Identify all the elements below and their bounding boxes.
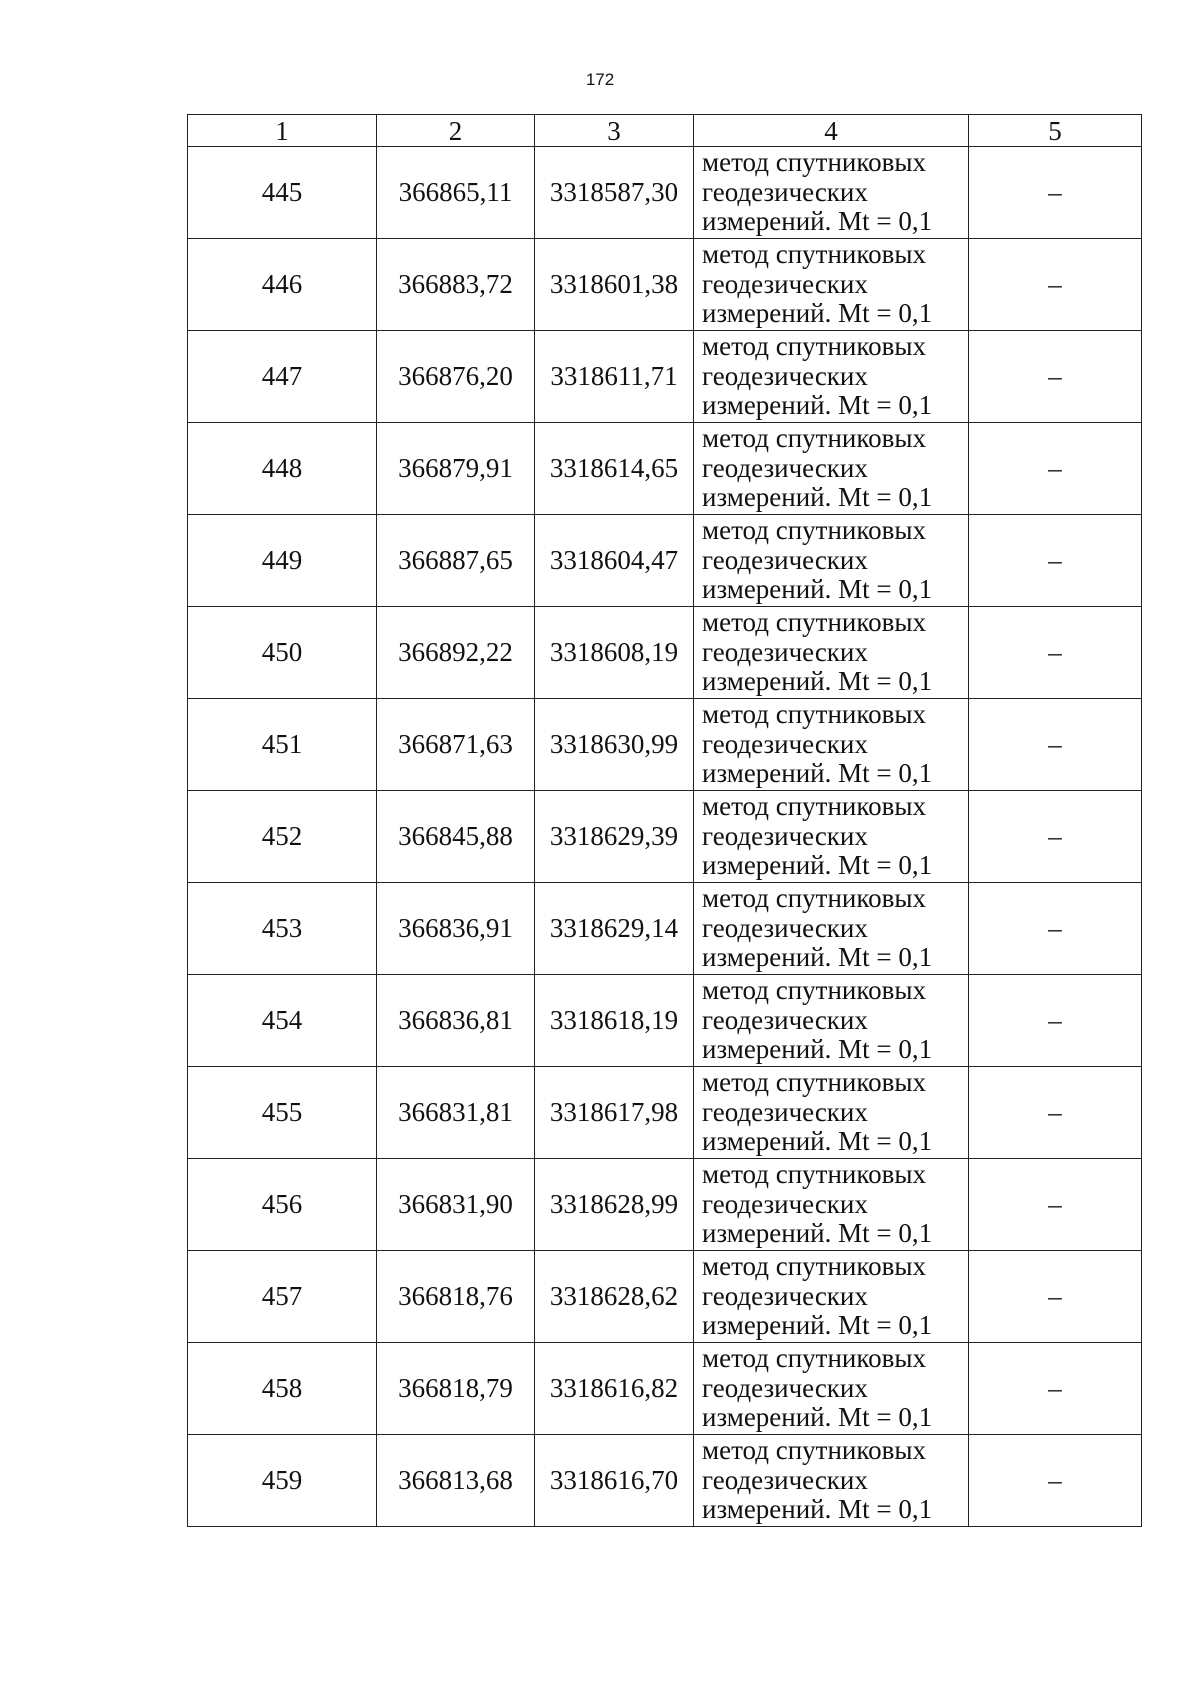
note-cell: – xyxy=(969,515,1142,607)
method-text-line: метод спутниковых xyxy=(702,239,926,270)
note-cell: – xyxy=(969,147,1142,239)
note-cell: – xyxy=(969,607,1142,699)
method-cell xyxy=(694,1251,969,1343)
method-cell xyxy=(694,975,969,1067)
method-text-line: измерений. Mt = 0,1 xyxy=(702,206,933,237)
method-text-line: измерений. Mt = 0,1 xyxy=(702,942,933,973)
method-text-line: измерений. Mt = 0,1 xyxy=(702,758,933,789)
x-coordinate-cell: 366876,20 xyxy=(377,331,535,423)
method-text-line: геодезических xyxy=(702,176,868,207)
method-text-line: метод спутниковых xyxy=(702,1251,926,1282)
method-text-line: геодезических xyxy=(702,268,868,299)
note-cell: – xyxy=(969,1343,1142,1435)
method-text-line: метод спутниковых xyxy=(702,331,926,362)
method-cell xyxy=(694,515,969,607)
method-cell xyxy=(694,239,969,331)
note-cell: – xyxy=(969,239,1142,331)
method-text-line: метод спутниковых xyxy=(702,699,926,730)
y-coordinate-cell: 3318614,65 xyxy=(535,423,694,515)
y-coordinate-cell: 3318629,39 xyxy=(535,791,694,883)
note-cell: – xyxy=(969,423,1142,515)
method-text-line: метод спутниковых xyxy=(702,883,926,914)
x-coordinate-cell: 366836,81 xyxy=(377,975,535,1067)
method-text-line: геодезических xyxy=(702,1464,868,1495)
method-cell xyxy=(694,699,969,791)
point-number-cell: 456 xyxy=(188,1159,377,1251)
table-row xyxy=(188,147,1142,239)
method-text-line: измерений. Mt = 0,1 xyxy=(702,666,933,697)
x-coordinate-cell: 366845,88 xyxy=(377,791,535,883)
y-coordinate-cell: 3318608,19 xyxy=(535,607,694,699)
point-number-cell: 452 xyxy=(188,791,377,883)
y-coordinate-cell: 3318604,47 xyxy=(535,515,694,607)
x-coordinate-cell: 366813,68 xyxy=(377,1435,535,1527)
table-row xyxy=(188,515,1142,607)
x-coordinate-cell: 366836,91 xyxy=(377,883,535,975)
y-coordinate-cell: 3318629,14 xyxy=(535,883,694,975)
method-text-line: геодезических xyxy=(702,544,868,575)
column-header-4: 4 xyxy=(694,115,969,147)
y-coordinate-cell: 3318618,19 xyxy=(535,975,694,1067)
y-coordinate-cell: 3318617,98 xyxy=(535,1067,694,1159)
method-text-line: измерений. Mt = 0,1 xyxy=(702,1218,933,1249)
y-coordinate-cell: 3318587,30 xyxy=(535,147,694,239)
method-text-line: измерений. Mt = 0,1 xyxy=(702,1126,933,1157)
table-row xyxy=(188,883,1142,975)
method-text-line: измерений. Mt = 0,1 xyxy=(702,1310,933,1341)
method-text-line: измерений. Mt = 0,1 xyxy=(702,850,933,881)
x-coordinate-cell: 366879,91 xyxy=(377,423,535,515)
point-number-cell: 450 xyxy=(188,607,377,699)
table-row xyxy=(188,239,1142,331)
y-coordinate-cell: 3318616,82 xyxy=(535,1343,694,1435)
method-text-line: метод спутниковых xyxy=(702,1067,926,1098)
table-row xyxy=(188,1343,1142,1435)
x-coordinate-cell: 366883,72 xyxy=(377,239,535,331)
note-cell: – xyxy=(969,1251,1142,1343)
method-text-line: измерений. Mt = 0,1 xyxy=(702,482,933,513)
method-cell xyxy=(694,147,969,239)
point-number-cell: 448 xyxy=(188,423,377,515)
method-text-line: метод спутниковых xyxy=(702,1159,926,1190)
method-text-line: измерений. Mt = 0,1 xyxy=(702,298,933,329)
point-number-cell: 459 xyxy=(188,1435,377,1527)
method-text-line: геодезических xyxy=(702,452,868,483)
method-text-line: геодезических xyxy=(702,1188,868,1219)
table-row xyxy=(188,423,1142,515)
method-text-line: метод спутниковых xyxy=(702,1435,926,1466)
point-number-cell: 446 xyxy=(188,239,377,331)
y-coordinate-cell: 3318628,99 xyxy=(535,1159,694,1251)
note-cell: – xyxy=(969,1067,1142,1159)
method-cell xyxy=(694,1159,969,1251)
method-text-line: геодезических xyxy=(702,820,868,851)
method-cell xyxy=(694,883,969,975)
y-coordinate-cell: 3318616,70 xyxy=(535,1435,694,1527)
method-cell xyxy=(694,423,969,515)
method-cell xyxy=(694,1067,969,1159)
y-coordinate-cell: 3318611,71 xyxy=(535,331,694,423)
method-text-line: геодезических xyxy=(702,728,868,759)
x-coordinate-cell: 366892,22 xyxy=(377,607,535,699)
method-text-line: метод спутниковых xyxy=(702,515,926,546)
x-coordinate-cell: 366818,79 xyxy=(377,1343,535,1435)
note-cell: – xyxy=(969,699,1142,791)
method-text-line: метод спутниковых xyxy=(702,607,926,638)
table-row xyxy=(188,331,1142,423)
point-number-cell: 445 xyxy=(188,147,377,239)
coordinates-table xyxy=(187,114,1142,1527)
method-text-line: метод спутниковых xyxy=(702,147,926,178)
column-header-3: 3 xyxy=(535,115,694,147)
table-row xyxy=(188,1435,1142,1527)
y-coordinate-cell: 3318628,62 xyxy=(535,1251,694,1343)
y-coordinate-cell: 3318630,99 xyxy=(535,699,694,791)
table-row xyxy=(188,1159,1142,1251)
note-cell: – xyxy=(969,791,1142,883)
method-text-line: измерений. Mt = 0,1 xyxy=(702,1494,933,1525)
y-coordinate-cell: 3318601,38 xyxy=(535,239,694,331)
method-text-line: измерений. Mt = 0,1 xyxy=(702,390,933,421)
table-row xyxy=(188,791,1142,883)
table-row xyxy=(188,607,1142,699)
point-number-cell: 449 xyxy=(188,515,377,607)
table-row xyxy=(188,975,1142,1067)
note-cell: – xyxy=(969,1435,1142,1527)
x-coordinate-cell: 366887,65 xyxy=(377,515,535,607)
method-cell xyxy=(694,1435,969,1527)
point-number-cell: 453 xyxy=(188,883,377,975)
note-cell: – xyxy=(969,975,1142,1067)
x-coordinate-cell: 366818,76 xyxy=(377,1251,535,1343)
table-body xyxy=(188,147,1142,1527)
method-cell xyxy=(694,1343,969,1435)
method-text-line: геодезических xyxy=(702,912,868,943)
point-number-cell: 451 xyxy=(188,699,377,791)
x-coordinate-cell: 366865,11 xyxy=(377,147,535,239)
method-text-line: геодезических xyxy=(702,1372,868,1403)
method-text-line: измерений. Mt = 0,1 xyxy=(702,1402,933,1433)
table-header-row xyxy=(188,115,1142,147)
point-number-cell: 454 xyxy=(188,975,377,1067)
point-number-cell: 457 xyxy=(188,1251,377,1343)
table-row xyxy=(188,1251,1142,1343)
method-text-line: измерений. Mt = 0,1 xyxy=(702,1034,933,1065)
note-cell: – xyxy=(969,1159,1142,1251)
method-cell xyxy=(694,607,969,699)
table-row xyxy=(188,699,1142,791)
point-number-cell: 455 xyxy=(188,1067,377,1159)
method-text-line: метод спутниковых xyxy=(702,1343,926,1374)
method-text-line: геодезических xyxy=(702,360,868,391)
method-text-line: измерений. Mt = 0,1 xyxy=(702,574,933,605)
column-header-2: 2 xyxy=(377,115,535,147)
method-cell xyxy=(694,331,969,423)
method-cell xyxy=(694,791,969,883)
x-coordinate-cell: 366831,81 xyxy=(377,1067,535,1159)
note-cell: – xyxy=(969,883,1142,975)
x-coordinate-cell: 366831,90 xyxy=(377,1159,535,1251)
method-text-line: геодезических xyxy=(702,1280,868,1311)
table-row xyxy=(188,1067,1142,1159)
method-text-line: метод спутниковых xyxy=(702,423,926,454)
page-number: 172 xyxy=(585,70,615,89)
x-coordinate-cell: 366871,63 xyxy=(377,699,535,791)
method-text-line: геодезических xyxy=(702,636,868,667)
column-header-1: 1 xyxy=(188,115,377,147)
point-number-cell: 447 xyxy=(188,331,377,423)
method-text-line: геодезических xyxy=(702,1004,868,1035)
method-text-line: геодезических xyxy=(702,1096,868,1127)
method-text-line: метод спутниковых xyxy=(702,791,926,822)
point-number-cell: 458 xyxy=(188,1343,377,1435)
column-header-5: 5 xyxy=(969,115,1142,147)
note-cell: – xyxy=(969,331,1142,423)
method-text-line: метод спутниковых xyxy=(702,975,926,1006)
